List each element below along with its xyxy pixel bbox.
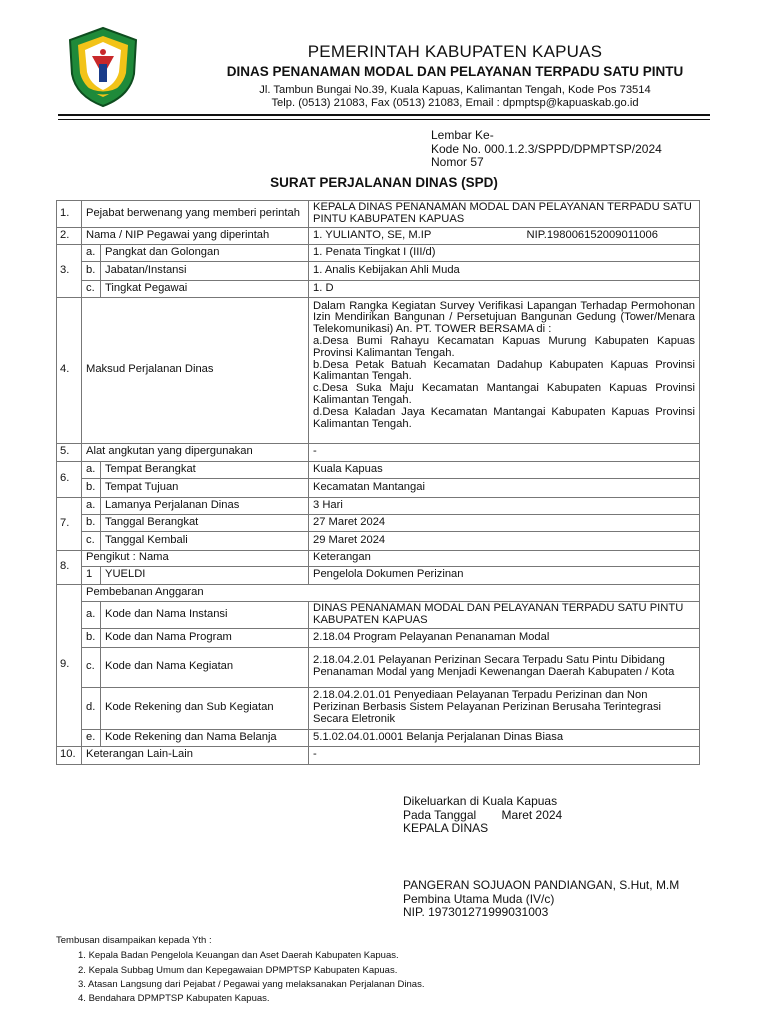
row-value: 2.18.04.2.01.01 Penyediaan Pelayanan Terpadu Perizinan dan Non Perizinan Berbasis Sistem Pelayanan Perizinan Berusaha Terintegrasi Secara Eletronik (309, 687, 700, 729)
row-value: 3 Hari (309, 497, 700, 514)
table-row (57, 244, 700, 261)
issuance-block (403, 795, 562, 836)
row-value (309, 227, 700, 244)
row-number: 6. (57, 461, 82, 497)
table-row (57, 647, 700, 687)
purpose-item: b.Desa Petak Batuah Kecamatan Dadahup Kabupaten Kapuas Provinsi Kalimantan Tengah. (313, 358, 695, 383)
row-sub: 1 (82, 566, 101, 584)
copies-item: 2. Kepala Subbag Umum dan Kepegawaian DPMPTSP Kabupaten Kapuas. (78, 965, 398, 976)
table-row (57, 514, 700, 531)
row-label: Maksud Perjalanan Dinas (82, 297, 309, 443)
table-row (57, 628, 700, 647)
copies-item: 4. Bendahara DPMPTSP Kabupaten Kapuas. (78, 993, 270, 1004)
signer-nip: NIP. 197301271999031003 (403, 905, 549, 919)
signer-name: PANGERAN SOJUAON PANDIANGAN, S.Hut, M.M (403, 878, 680, 892)
row-value: - (309, 746, 700, 764)
row-value: DINAS PENANAMAN MODAL DAN PELAYANAN TERPADU SATU PINTU KABUPATEN KAPUAS (309, 601, 700, 628)
row-sub: a. (82, 497, 101, 514)
row-sub: a. (82, 461, 101, 478)
row-sub: d. (82, 687, 101, 729)
copies-item: 1. Kepala Badan Pengelola Keuangan dan Aset Daerah Kabupaten Kapuas. (78, 950, 399, 961)
header-rule-thick (58, 114, 710, 116)
row-value: Keterangan (309, 550, 700, 566)
document-title: SURAT PERJALANAN DINAS (SPD) (270, 175, 498, 190)
employee-name: 1. YULIANTO, SE, M.IP (313, 228, 432, 241)
issued-place: Dikeluarkan di Kuala Kapuas (403, 794, 558, 808)
signer-block (403, 879, 679, 920)
purpose-item: a.Desa Bumi Rahayu Kecamatan Kapuas Murung Kabupaten Kapuas Provinsi Kalimantan Tengah. (313, 334, 695, 359)
table-row (57, 566, 700, 584)
issued-date-value: Maret 2024 (501, 807, 563, 822)
row-value: 1. Analis Kebijakan Ahli Muda (309, 261, 700, 280)
row-number: 5. (57, 443, 82, 461)
row-sub: e. (82, 729, 101, 746)
copies-item-text: Kepala Subbag Umum dan Kepegawaian DPMPTSP Kabupaten Kapuas. (88, 965, 398, 976)
row-sub: c. (82, 280, 101, 297)
meta-lembar: Lembar Ke- (431, 128, 494, 142)
row-sub: c. (82, 531, 101, 550)
row-sub: b. (82, 628, 101, 647)
table-row (57, 687, 700, 729)
table-row (57, 461, 700, 478)
header-address: Jl. Tambun Bungai No.39, Kuala Kapuas, Kalimantan Tengah, Kode Pos 73514 (259, 84, 651, 96)
table-row (57, 478, 700, 497)
row-label: Kode dan Nama Kegiatan (101, 647, 309, 687)
row-number: 8. (57, 550, 82, 584)
row-label: Tempat Berangkat (101, 461, 309, 478)
row-number: 2. (57, 227, 82, 244)
row-label: Jabatan/Instansi (101, 261, 309, 280)
copies-heading: Tembusan disampaikan kepada Yth : (56, 935, 212, 946)
header-agency: DINAS PENANAMAN MODAL DAN PELAYANAN TERPADU SATU PINTU (226, 64, 684, 79)
row-value: - (309, 443, 700, 461)
row-value: Kuala Kapuas (309, 461, 700, 478)
row-label: Lamanya Perjalanan Dinas (101, 497, 309, 514)
copies-item-text: Atasan Langsung dari Pejabat / Pegawai yang melaksanakan Perjalanan Dinas. (88, 979, 425, 990)
row-number: 1. (57, 201, 82, 228)
copies-item: 3. Atasan Langsung dari Pejabat / Pegawai yang melaksanakan Perjalanan Dinas. (78, 979, 425, 990)
row-label: Kode dan Nama Instansi (101, 601, 309, 628)
document-meta (431, 129, 662, 170)
spd-table (56, 200, 700, 765)
header-address-block (150, 84, 760, 110)
meta-kode: Kode No. 000.1.2.3/SPPD/DPMPTSP/2024 (431, 141, 662, 156)
employee-nip: NIP.198006152009011006 (526, 228, 658, 241)
table-row (57, 227, 700, 244)
row-value: 2.18.04 Program Pelayanan Penanaman Modal (309, 628, 700, 647)
row-label: Pengikut : Nama (82, 550, 309, 566)
row-number: 4. (57, 297, 82, 443)
row-label: Kode Rekening dan Nama Belanja (101, 729, 309, 746)
table-row (57, 297, 700, 443)
row-sub: b. (82, 478, 101, 497)
row-label: Kode dan Nama Program (101, 628, 309, 647)
row-label: Tempat Tujuan (101, 478, 309, 497)
table-row (57, 729, 700, 746)
table-row (57, 601, 700, 628)
table-row (57, 280, 700, 297)
header-rule-thin (58, 119, 710, 120)
row-number: 9. (57, 584, 82, 746)
header-contact: Telp. (0513) 21083, Fax (0513) 21083, Email : dpmptsp@kapuaskab.go.id (271, 97, 639, 109)
row-label: Pangkat dan Golongan (101, 244, 309, 261)
row-label: Alat angkutan yang dipergunakan (82, 443, 309, 461)
purpose-item: d.Desa Kaladan Jaya Kecamatan Mantangai Kabupaten Kapuas Provinsi Kalimantan Tengah. (313, 405, 695, 430)
signer-position: KEPALA DINAS (403, 821, 489, 835)
follower-note: Pengelola Dokumen Perizinan (309, 566, 700, 584)
table-row (57, 497, 700, 514)
row-number: 10. (57, 746, 82, 764)
row-label: Kode Rekening dan Sub Kegiatan (101, 687, 309, 729)
table-row (57, 201, 700, 228)
row-sub: b. (82, 514, 101, 531)
row-label: Pembebanan Anggaran (82, 584, 700, 601)
row-value: 5.1.02.04.01.0001 Belanja Perjalanan Dinas Biasa (309, 729, 700, 746)
row-label: Pejabat berwenang yang memberi perintah (82, 201, 309, 228)
table-row (57, 550, 700, 566)
row-label: Keterangan Lain-Lain (82, 746, 309, 764)
row-sub: b. (82, 261, 101, 280)
purpose-intro: Dalam Rangka Kegiatan Survey Verifikasi Lapangan Terhadap Permohonan Izin Mendirikan Bangunan / Persetujuan Bangunan Gedung (Tower/Menara Telekomunikasi) An. PT. TOWER BERSAMA di : (313, 299, 695, 336)
row-sub: c. (82, 647, 101, 687)
table-row (57, 261, 700, 280)
row-value: 1. D (309, 280, 700, 297)
row-label: Tingkat Pegawai (101, 280, 309, 297)
row-value: KEPALA DINAS PENANAMAN MODAL DAN PELAYANAN TERPADU SATU PINTU KABUPATEN KAPUAS (309, 201, 700, 228)
row-value: 27 Maret 2024 (309, 514, 700, 531)
table-row (57, 531, 700, 550)
meta-nomor: Nomor 57 (431, 155, 484, 169)
row-sub: a. (82, 601, 101, 628)
row-label: Nama / NIP Pegawai yang diperintah (82, 227, 309, 244)
row-number: 3. (57, 244, 82, 297)
issued-date (403, 809, 562, 823)
row-value: Kecamatan Mantangai (309, 478, 700, 497)
follower-name: YUELDI (101, 566, 309, 584)
signer-rank: Pembina Utama Muda (IV/c) (403, 891, 555, 906)
issued-date-label: Pada Tanggal (403, 807, 477, 822)
row-value: 1. Penata Tingkat I (III/d) (309, 244, 700, 261)
row-sub: a. (82, 244, 101, 261)
row-value: 2.18.04.2.01 Pelayanan Perizinan Secara Terpadu Satu Pintu Dibidang Penanaman Modal yang Menjadi Kewenangan Daerah Kabupaten / Kota (309, 647, 700, 687)
copies-item-text: Bendahara DPMPTSP Kabupaten Kapuas. (88, 993, 270, 1004)
kapuas-emblem-icon (66, 26, 140, 108)
header-government: PEMERINTAH KABUPATEN KAPUAS (307, 42, 603, 61)
row-value: 29 Maret 2024 (309, 531, 700, 550)
table-row (57, 584, 700, 601)
table-row (57, 746, 700, 764)
table-row (57, 443, 700, 461)
row-value (309, 297, 700, 443)
purpose-item: c.Desa Suka Maju Kecamatan Mantangai Kabupaten Kapuas Provinsi Kalimantan Tengah. (313, 382, 695, 406)
row-label: Tanggal Berangkat (101, 514, 309, 531)
row-number: 7. (57, 497, 82, 550)
row-label: Tanggal Kembali (101, 531, 309, 550)
copies-item-text: Kepala Badan Pengelola Keuangan dan Aset Daerah Kabupaten Kapuas. (88, 950, 399, 961)
